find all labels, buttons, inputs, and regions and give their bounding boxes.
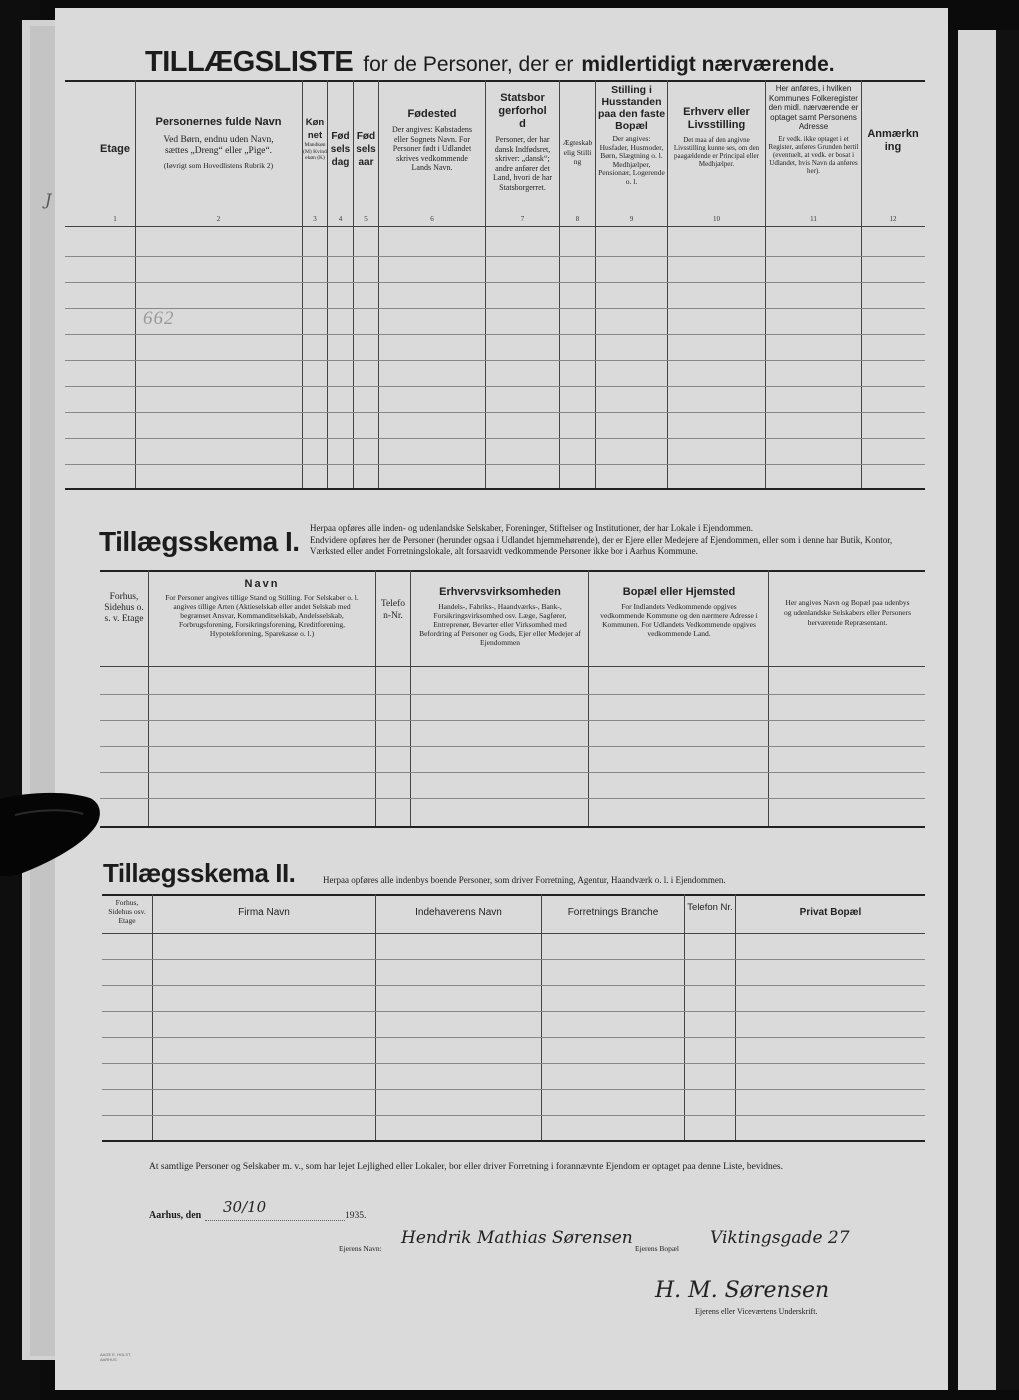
skema1-intro [310, 523, 925, 558]
printer-mark: AAGE E. HOLST, AARHUS [100, 1352, 132, 1362]
skema2-intro: Herpaa opføres alle indenbys boende Personer, som driver Forretning, Agentur, Haandværk o. l. i Ejendommen. [323, 875, 726, 885]
form-page [55, 8, 948, 1390]
col-number: 8 [575, 215, 580, 223]
row-line [102, 1011, 925, 1012]
row-line [100, 694, 925, 695]
footer-city: Aarhus, den [149, 1210, 202, 1221]
s2-header-bopael: Privat Bopæl [799, 907, 862, 918]
col-line [768, 570, 769, 826]
col-number: 3 [313, 215, 317, 223]
row-line [65, 360, 925, 361]
col-number: 5 [364, 215, 368, 223]
footer-statement: At samtlige Personer og Selskaber m. v., som har lejet Lejlighed eller Lokaler, bor eller driver Forretning i forannævnte Ejendom er optaget paa denne Liste, bevidnes. [149, 1162, 783, 1172]
skema1-intro-b: Endvidere opføres her de Personer (herunder ogsaa i Udlandet hjemmehørende), der er Ejere eller Medejere af Ejendommen, eller som i denne har Butik, Kontor, Værksted eller andet Forretningslokale, alt forsaavidt vedkommende Personer ikke bor i Aarhus Kommune. [310, 534, 893, 556]
col-number: 10 [713, 215, 720, 223]
skema2-top-rule [102, 894, 925, 896]
row-line [102, 1037, 925, 1038]
owner-address-label: Ejerens Bopæl [635, 1244, 679, 1253]
s2-header-firma: Firma Navn [238, 907, 290, 918]
col-number: 6 [430, 215, 434, 223]
col-number: 2 [216, 215, 221, 223]
s2-header-branche: Forretnings Branche [567, 907, 659, 918]
row-line [102, 985, 925, 986]
col-header-foedselsdag: Fødselsdag [330, 131, 351, 168]
col-header-aegteskab: Ægteskabelig Stilling [562, 138, 593, 166]
row-line [100, 720, 925, 721]
skema2-title: Tillægsskema II. [103, 858, 296, 888]
s2-header-telefon: Telefon Nr. [687, 902, 733, 913]
list-bottom-rule [65, 488, 925, 490]
row-line [100, 772, 925, 773]
row-line [100, 746, 925, 747]
row-line [65, 334, 925, 335]
col-header-koen: Kønnet Mandkøn (M) Kvindekøn (K) [303, 117, 327, 161]
date-handwritten: 30/10 [223, 1198, 267, 1216]
col-line [375, 894, 376, 1140]
skema2-bottom-rule [102, 1140, 925, 1142]
col-number: 7 [520, 215, 525, 223]
col-header-erhverv: Erhverv eller Livsstilling Det maa af den angivne Livsstilling kunne ses, om den paagældende er Principal eller Medhjælper. [673, 106, 760, 168]
row-line [102, 1115, 925, 1116]
s1-header-telefon: Telefon-Nr. [380, 599, 406, 621]
col-header-etage: Etage [100, 143, 130, 155]
col-line [684, 894, 685, 1140]
owner-name-label: Ejerens Navn: [339, 1244, 382, 1253]
s1-header-repraesentant: Her angives Navn og Bopæl paa udenbys og udenlandske Selskabers eller Personers herværende Repræsentant. [783, 598, 912, 627]
s2-header-etage: Forhus, Sidehus osv. Etage [108, 898, 146, 925]
row-line [102, 1063, 925, 1064]
col-line [541, 894, 542, 1140]
s1-header-erhverv: Erhvervsvirksomheden Handels-, Fabriks-, Haandværks-, Bank-, Forsikringsvirksomhed osv. Læge, Sagfører, Entreprenør, Bevarter eller Virksomhed med Befordring af Personer og Gods, Ejer eller Medejer af Ejendommen [419, 586, 581, 647]
s1-header-etage: Forhus, Sidehus o. s. v. Etage [104, 592, 144, 624]
footer-year: 1935. [345, 1211, 367, 1221]
skema1-top-rule [100, 570, 925, 572]
col-line [861, 80, 862, 488]
col-line [378, 80, 379, 488]
row-line [65, 256, 925, 257]
col-line [735, 894, 736, 1140]
col-header-anmaerkning: Anmærkning [867, 128, 919, 153]
list-title-end: midlertidigt nærværende. [581, 53, 835, 76]
list-title-main: TILLÆGSLISTE [145, 46, 354, 78]
row-line [65, 282, 925, 283]
col-header-foedselsaar: Fødselsaar [356, 131, 376, 168]
col-number: 4 [338, 215, 343, 223]
side-handwritten-mark: J [45, 190, 52, 209]
col-number: 11 [810, 215, 817, 223]
col-header-navn: Personernes fulde Navn Ved Børn, endnu uden Navn, sættes „Dreng“ eller „Pige“. (Iøvrigt som Hovedlistens Rubrik 2) [155, 116, 282, 170]
skema1-intro-a: Herpaa opføres alle inden- og udenlandske Selskaber, Foreninger, Stiftelser og Institutioner, der har Lokale i Ejendommen. [310, 523, 754, 533]
row-line [102, 1089, 925, 1090]
skema1-title: Tillægsskema I. [99, 526, 300, 557]
row-line [102, 959, 925, 960]
binder-clip-icon [0, 790, 105, 880]
col-line [148, 570, 149, 826]
faint-stamp: 662 [143, 308, 175, 329]
facing-page-dark-edge [996, 30, 1019, 1390]
col-line [410, 570, 411, 826]
s2-header-indehaver: Indehaverens Navn [415, 907, 502, 918]
col-header-statsborger: Statsborgerforhold Personer, der har dansk Indfødsret, skriver: „dansk“; andre anfører det Land, hvori de har Statsborgerret. [492, 92, 553, 192]
col-header-foedested: Fødested Der angives: Købstadens eller Sognets Navn. For Personer født i Udlandet skrives vedkommende Lands Navn. [392, 108, 472, 172]
signature-label: Ejerens eller Viceværtens Underskrift. [695, 1307, 818, 1316]
col-number: 1 [113, 215, 117, 223]
row-line [65, 412, 925, 413]
s1-header-bopael: Bopæl eller Hjemsted For Indlandets Vedkommende opgives vedkommende Kommune og den nærmere Adresse i Kommunen. For Udlandets Vedkommende opgives vedkommende Land. [600, 586, 758, 638]
owner-address-handwritten: Viktingsgade 27 [710, 1228, 850, 1248]
row-line [65, 438, 925, 439]
row-line [65, 308, 925, 309]
skema1-bottom-rule [100, 826, 925, 828]
col-line [152, 894, 153, 1140]
skema1-header-rule [100, 666, 925, 667]
s1-header-navn: Navn For Personer angives tillige Stand og Stilling. For Selskaber o. l. angives tillige Arten (Aktieselskab eller andet Selskab med begrænset Ansvar, Kommanditselskab, Andelsselskab, Forbrugsforening, Forsikringsforening, Kreditforening, Hypotekforening, Sparekasse o. l.) [165, 578, 359, 638]
col-number: 9 [629, 215, 634, 223]
date-line [205, 1220, 345, 1221]
row-line [65, 464, 925, 465]
col-header-stilling: Stilling i Husstanden paa den faste Bopæl Der angives: Husfader, Husmoder, Børn, Slægtning o. l. Medhjælper, Pensionær, Logerende o. l. [597, 84, 666, 186]
col-number: 12 [889, 215, 897, 223]
row-line [65, 386, 925, 387]
list-header-bottom-rule [65, 226, 925, 227]
row-line [100, 798, 925, 799]
col-header-folkeregister: Her anføres, i hvilken Kommunes Folkeregister den midl. nærværende er optaget samt Personens Adresse Er vedk. ikke optaget i et Register, anføres Grunden hertil (eventuelt, at vedk. er bosat i Udlandet, hvis Navn da anføres her). [768, 84, 859, 175]
list-title-middle: for de Personer, der er [363, 53, 574, 76]
col-line [135, 80, 136, 488]
col-line [588, 570, 589, 826]
owner-name-handwritten: Hendrik Mathias Sørensen [401, 1228, 633, 1248]
signature-handwritten: H. M. Sørensen [655, 1278, 830, 1303]
list-top-rule [65, 80, 925, 82]
skema2-header-rule [102, 933, 925, 934]
